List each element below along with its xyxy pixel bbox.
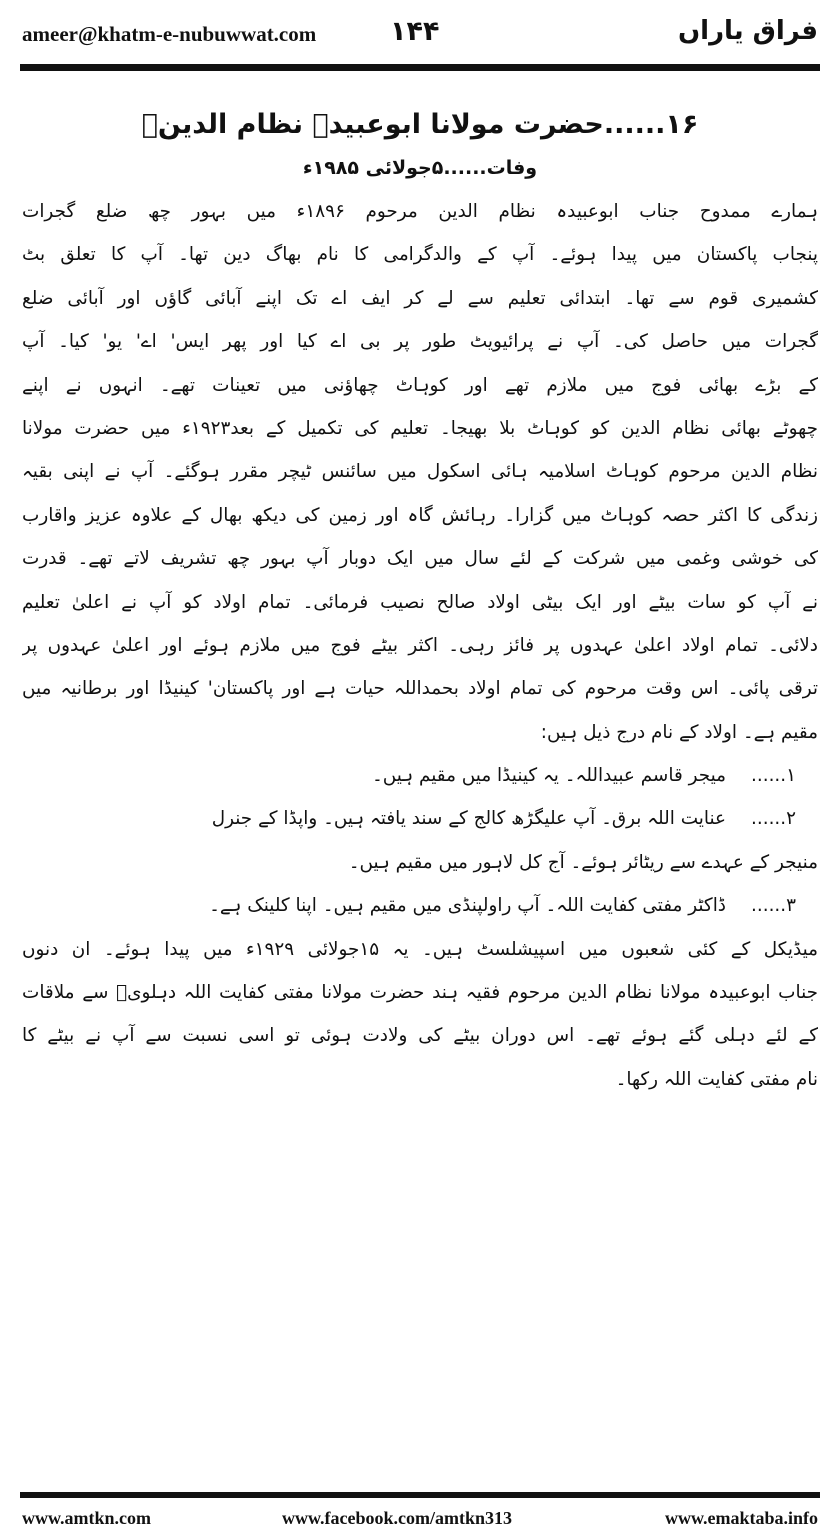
list-item: [22, 797, 818, 840]
item-number: ۲......: [751, 808, 796, 830]
item-text: ڈاکٹر مفتی کفایت اللہ۔ آپ راولپنڈی میں مقیم ہیں۔ اپنا کلینک ہے۔: [209, 895, 726, 917]
text-line: گجرات میں حاصل کی۔ آپ نے پرائیویٹ طور پر بی اے کیا اور پھر ایس' اے' یو' کیا۔ آپ: [22, 331, 818, 353]
page-footer: [22, 1508, 818, 1534]
item-text: میجر قاسم عبیداللہ۔ یہ کینیڈا میں مقیم ہیں۔: [372, 765, 726, 787]
text-line: نے آپ کو سات بیٹے اور ایک بیٹی اولاد صالح نصیب فرمائی۔ تمام اولاد کو آپ نے اعلیٰ تعلیم: [22, 591, 818, 613]
paragraph-1: [22, 190, 818, 754]
text-line: ترقی پائی۔ اس وقت مرحوم کی تمام اولاد بحمداللہ حیات ہے اور پاکستان' کینیڈا اور برطانیہ میں: [22, 678, 818, 700]
page-number: ۱۴۴: [390, 16, 440, 47]
death-date: وفات......۵جولائی ۱۹۸۵ء: [302, 157, 538, 179]
page-header: [22, 16, 818, 60]
footer-link-facebook[interactable]: www.facebook.com/amtkn313: [282, 1508, 512, 1528]
paragraph-2: [22, 928, 818, 1102]
text-line: کے بڑے بھائی فوج میں ملازم تھے اور کوہاٹ چھاؤنی میں تعینات تھے۔ انہوں نے اپنے: [22, 374, 818, 396]
item-number: ۱......: [751, 765, 796, 787]
text-line: کے لئے دہلی گئے ہوئے تھے۔ اس دوران بیٹے کی ولادت ہوئی تو اسی نسبت سے آپ نے بیٹے کا: [22, 1025, 818, 1047]
text-line: نام مفتی کفایت اللہ رکھا۔: [615, 1068, 818, 1090]
text-line: کی خوشی وغمی میں شرکت کے لئے سال میں ایک دوبار آپ بہور چھ تشریف لاتے تھے۔ قدرت: [22, 548, 818, 570]
list-item: [22, 884, 818, 927]
text-line: دلائی۔ تمام اولاد اعلیٰ عہدوں پر فائز رہی۔ اکثر بیٹے فوج میں ملازم ہوئے اور اعلیٰ عہدوں پر: [22, 634, 818, 656]
book-title: فراق یاراں: [677, 16, 818, 46]
text-line: زندگی کا اکثر حصہ کوہاٹ میں گزارا۔ رہائش گاہ اور زمین کی دیکھ بھال کے علاوہ عزیز واقارب: [22, 504, 818, 526]
children-list: [22, 754, 818, 928]
footer-link-emaktaba[interactable]: www.emaktaba.info: [664, 1508, 818, 1528]
text-line: ہمارے ممدوح جناب ابوعبیدہ نظام الدین مرحوم ۱۸۹۶ء میں بہور چھ ضلع گجرات: [22, 201, 818, 222]
article-body: [22, 100, 818, 1101]
footer-rule: [20, 1492, 820, 1498]
text-line: مقیم ہے۔ اولاد کے نام درج ذیل ہیں:: [540, 721, 818, 743]
list-item: [22, 754, 818, 797]
item-text: عنایت اللہ برق۔ آپ علیگڑھ کالج کے سند یافتہ ہیں۔ واپڈا کے جنرل: [211, 808, 726, 830]
header-email: ameer@khatm-e-nubuwwat.com: [22, 22, 317, 46]
footer-link-amtkn[interactable]: www.amtkn.com: [22, 1508, 151, 1528]
text-line: نظام الدین مرحوم کوہاٹ اسلامیہ ہائی اسکول میں سائنس ٹیچر مقرر ہوگئے۔ آپ نے اپنی بقیہ: [22, 461, 818, 483]
item-number: ۳......: [751, 895, 796, 917]
article-heading: ۱۶......حضرت مولانا ابوعبیدہ نظام الدینؒ: [141, 109, 699, 140]
text-line: چھوٹے بھائی نظام الدین کو کوہاٹ بلا بھیجا۔ تعلیم کی تکمیل کے بعد۱۹۲۳ء میں حضرت مولانا: [22, 417, 818, 439]
header-rule: [20, 64, 820, 71]
item-continuation: منیجر کے عہدے سے ریٹائر ہوئے۔ آج کل لاہور میں مقیم ہیں۔: [348, 851, 818, 873]
text-line: کشمیری قوم سے تھا۔ ابتدائی تعلیم سے لے کر ایف اے تک اپنے آبائی گاؤں اور آبائی ضلع: [22, 287, 818, 309]
text-line: میڈیکل کے کئی شعبوں میں اسپیشلسٹ ہیں۔ یہ ۱۵جولائی ۱۹۲۹ء میں پیدا ہوئے۔ ان دنوں: [22, 938, 818, 960]
text-line: جناب ابوعبیدہ مولانا نظام الدین مرحوم فقیہ ہند حضرت مولانا مفتی کفایت اللہ دہلویؒ سے ملاقات: [22, 982, 818, 1004]
text-line: پنجاب پاکستان میں پیدا ہوئے۔ آپ کے والدگرامی کا نام بھاگ دین تھا۔ آپ کا تعلق بٹ: [22, 244, 818, 266]
